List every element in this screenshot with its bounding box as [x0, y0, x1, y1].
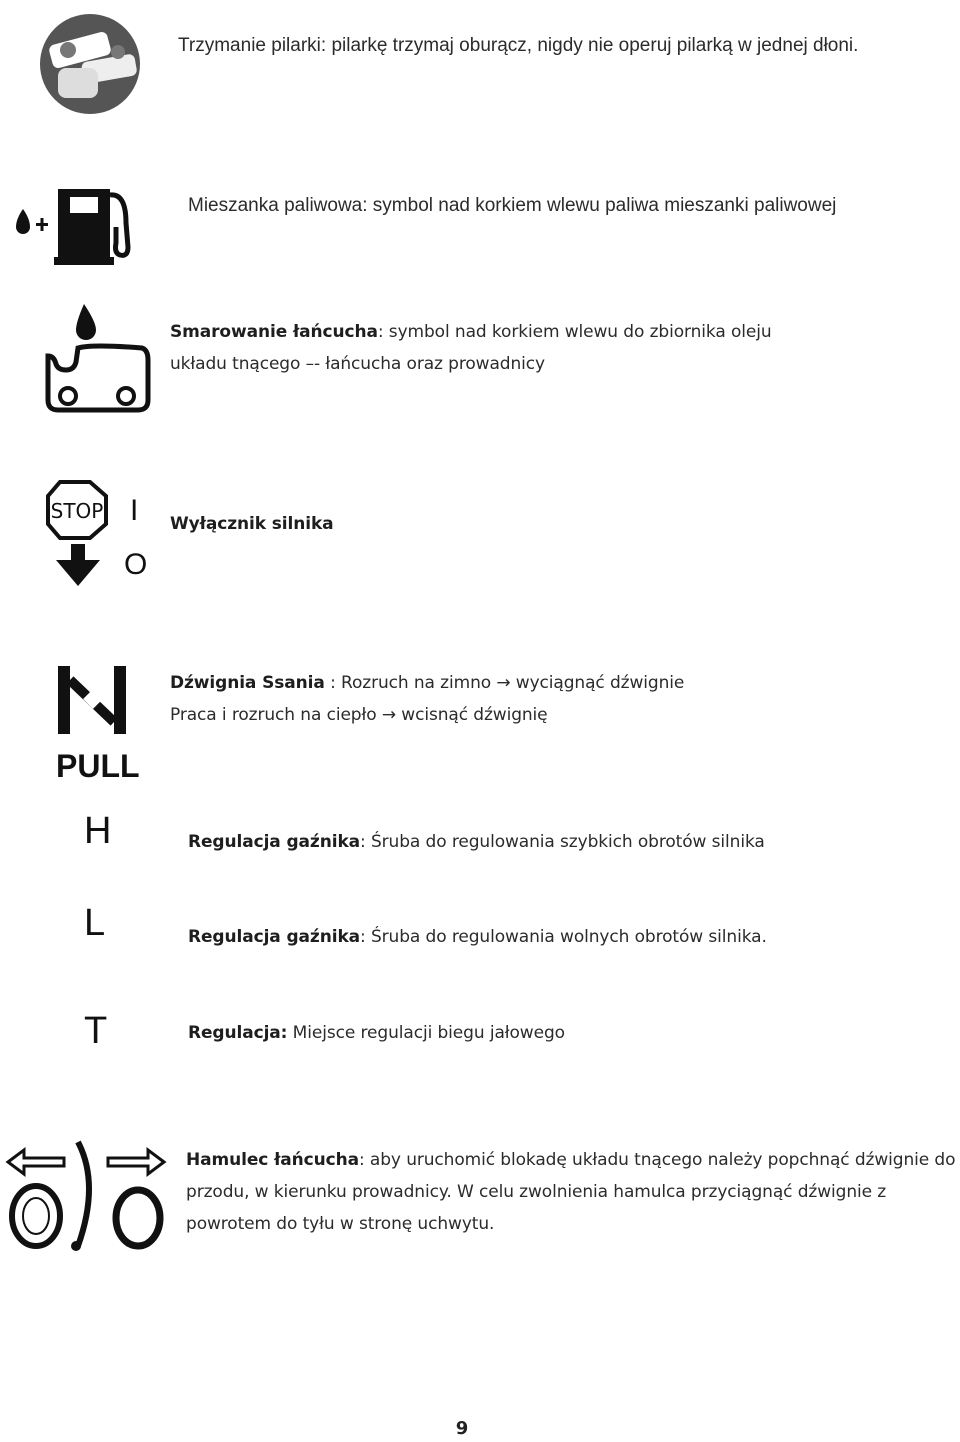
l-desc: : Śruba do regulowania wolnych obrotów silnika.	[360, 927, 767, 947]
page-number: 9	[455, 1418, 469, 1439]
hold-text: Trzymanie pilarki: pilarkę trzymaj oburącz, nigdy nie operuj pilarką w jednej dłoni.	[178, 35, 859, 56]
off-symbol: O	[124, 548, 148, 581]
on-symbol: I	[130, 494, 139, 527]
lube-line1	[170, 316, 772, 348]
h-label: Regulacja gaźnika	[188, 832, 361, 852]
brake-line2: przodu, w kierunku prowadnicy. W celu zwolnienia hamulca przyciągnąć dźwignie z	[186, 1182, 887, 1202]
choke-line2: Praca i rozruch na ciepło → wcisnąć dźwignię	[170, 705, 548, 725]
lube-label: Smarowanie łańcucha	[170, 322, 378, 342]
t-desc: Miejsce regulacji biegu jałowego	[287, 1023, 565, 1043]
brake-line3: powrotem do tyłu w stronę uchwytu.	[186, 1214, 495, 1234]
choke-label: Dźwignia Ssania	[170, 673, 325, 693]
h-symbol: H	[84, 810, 112, 852]
l-label: Regulacja gaźnika	[188, 927, 361, 947]
pull-label: PULL	[56, 748, 140, 784]
l-symbol: L	[84, 902, 106, 944]
l-text	[188, 921, 767, 953]
t-text	[188, 1017, 565, 1049]
brake-label: Hamulec łańcucha	[186, 1150, 359, 1170]
switch-label: Wyłącznik silnika	[170, 514, 334, 534]
switch-text	[170, 508, 334, 540]
choke-line1	[170, 667, 684, 699]
chain-brake-icon	[4, 1134, 168, 1254]
lube-desc: : symbol nad korkiem wlewu do zbiornika oleju	[377, 322, 772, 342]
h-desc: : Śruba do regulowania szybkich obrotów silnika	[360, 832, 765, 852]
fuel-pump-icon	[14, 183, 138, 267]
t-symbol: T	[84, 1010, 108, 1052]
two-hands-hold-icon	[30, 10, 154, 118]
brake-line1	[186, 1144, 955, 1176]
stop-label: STOP	[50, 499, 104, 523]
fuel-text: Mieszanka paliwowa: symbol nad korkiem wlewu paliwa mieszanki paliwowej	[188, 195, 837, 216]
t-label: Regulacja:	[188, 1023, 288, 1043]
h-text	[188, 826, 765, 858]
lube-line2: układu tnącego –- łańcucha oraz prowadnicy	[170, 354, 545, 374]
chain-oil-icon	[42, 300, 154, 418]
choke-lever-icon	[54, 664, 134, 738]
brake-desc: : aby uruchomić blokadę układu tnącego należy popchnąć dźwignie do	[358, 1150, 956, 1170]
choke-desc: : Rozruch na zimno → wyciągnąć dźwignie	[324, 673, 685, 693]
